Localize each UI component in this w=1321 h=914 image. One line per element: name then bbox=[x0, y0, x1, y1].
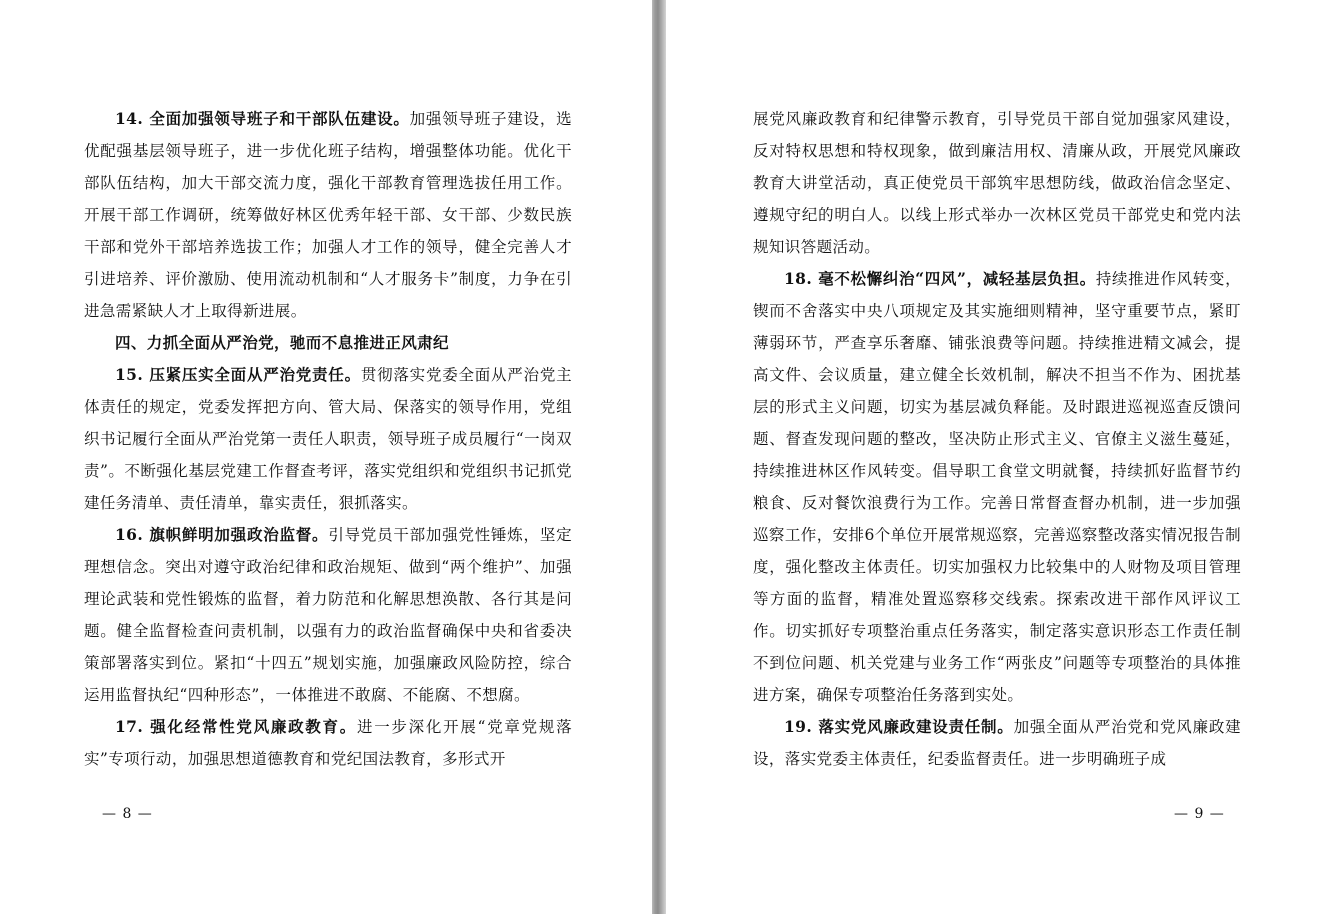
item-title: 18. 毫不松懈纠治“四风”，减轻基层负担。 bbox=[784, 269, 1096, 288]
document-page-left bbox=[0, 0, 652, 914]
item-paragraph-18 bbox=[753, 263, 1241, 711]
section-heading: 四、力抓全面从严治党，驰而不息推进正风肃纪 bbox=[115, 333, 449, 352]
item-body: 加强全面从严治党和党风廉政建设，落实党委主体责任，纪委监督责任。进一步明确班子成 bbox=[753, 718, 1241, 768]
item-title: 14. 全面加强领导班子和干部队伍建设。 bbox=[115, 109, 410, 128]
page-body bbox=[84, 103, 572, 775]
item-body: 进一步深化开展“党章党规落实”专项行动，加强思想道德教育和党纪国法教育，多形式开 bbox=[84, 718, 573, 768]
item-paragraph-17 bbox=[84, 711, 572, 775]
item-title: 16. 旗帜鲜明加强政治监督。 bbox=[115, 525, 329, 544]
item-paragraph-15 bbox=[84, 359, 572, 519]
item-paragraph-19 bbox=[753, 711, 1241, 775]
item-paragraph-14 bbox=[84, 103, 572, 327]
item-body: 加强领导班子建设，选优配强基层领导班子，进一步优化班子结构，增强整体功能。优化干部队伍结构，加大干部交流力度，强化干部教育管理选拔任用工作。开展干部工作调研，统筹做好林区优秀年轻干部、女干部、少数民族干部和党外干部培养选拔工作；加强人才工作的领导，健全完善人才引进培养、评价激励、使用流动机制和“人才服务卡”制度，力争在引进急需紧缺人才上取得新进展。 bbox=[84, 110, 572, 320]
item-paragraph-16 bbox=[84, 519, 572, 711]
item-body: 引导党员干部加强党性锤炼，坚定理想信念。突出对遵守政治纪律和政治规矩、做到“两个维护”、加强理论武装和党性锻炼的监督，着力防范和化解思想涣散、各行其是问题。健全监督检查问责机制，以强有力的政治监督确保中央和省委决策部署落实到位。紧扣“十四五”规划实施，加强廉政风险防控，综合运用监督执纪“四种形态”，一体推进不敢腐、不能腐、不想腐。 bbox=[84, 526, 572, 704]
item-body: 持续推进作风转变，锲而不舍落实中央八项规定及其实施细则精神，坚守重要节点，紧盯薄弱环节，严查享乐奢靡、铺张浪费等问题。持续推进精文减会，提高文件、会议质量，建立健全长效机制，解决不担当不作为、困扰基层的形式主义问题，切实为基层减负释能。及时跟进巡视巡查反馈问题、督查发现问题的整改，坚决防止形式主义、官僚主义滋生蔓延，持续推进林区作风转变。倡导职工食堂文明就餐，持续抓好监督节约粮食、反对餐饮浪费行为工作。完善日常督查督办机制，进一步加强巡察工作，安排6个单位开展常规巡察，完善巡察整改落实情况报告制度，强化整改主体责任。切实加强权力比较集中的人财物及项目管理等方面的监督，精准处置巡察移交线索。探索改进干部作风评议工作。切实抓好专项整治重点任务落实，制定落实意识形态工作责任制不到位问题、机关党建与业务工作“两张皮”问题等专项整治的具体推进方案，确保专项整治任务落到实处。 bbox=[753, 270, 1241, 704]
item-title: 19. 落实党风廉政建设责任制。 bbox=[784, 717, 1014, 736]
continued-paragraph: 展党风廉政教育和纪律警示教育，引导党员干部自觉加强家风建设，反对特权思想和特权现象，做到廉洁用权、清廉从政，开展党风廉政教育大讲堂活动，真正使党员干部筑牢思想防线，做政治信念坚定、遵规守纪的明白人。以线上形式举办一次林区党员干部党史和党内法规知识答题活动。 bbox=[753, 110, 1241, 256]
page-body bbox=[753, 103, 1241, 775]
page-number: — 8 — bbox=[102, 806, 153, 822]
item-title: 17. 强化经常性党风廉政教育。 bbox=[115, 717, 357, 736]
item-body: 贯彻落实党委全面从严治党主体责任的规定，党委发挥把方向、管大局、保落实的领导作用，党组织书记履行全面从严治党第一责任人职责，领导班子成员履行“一岗双责”。不断强化基层党建工作督查考评，落实党组织和党组织书记抓党建任务清单、责任清单，靠实责任，狠抓落实。 bbox=[84, 366, 573, 512]
document-page-right bbox=[666, 0, 1321, 914]
page-divider bbox=[652, 0, 666, 914]
item-title: 15. 压紧压实全面从严治党责任。 bbox=[115, 365, 361, 384]
page-number: — 9 — bbox=[1174, 806, 1225, 822]
